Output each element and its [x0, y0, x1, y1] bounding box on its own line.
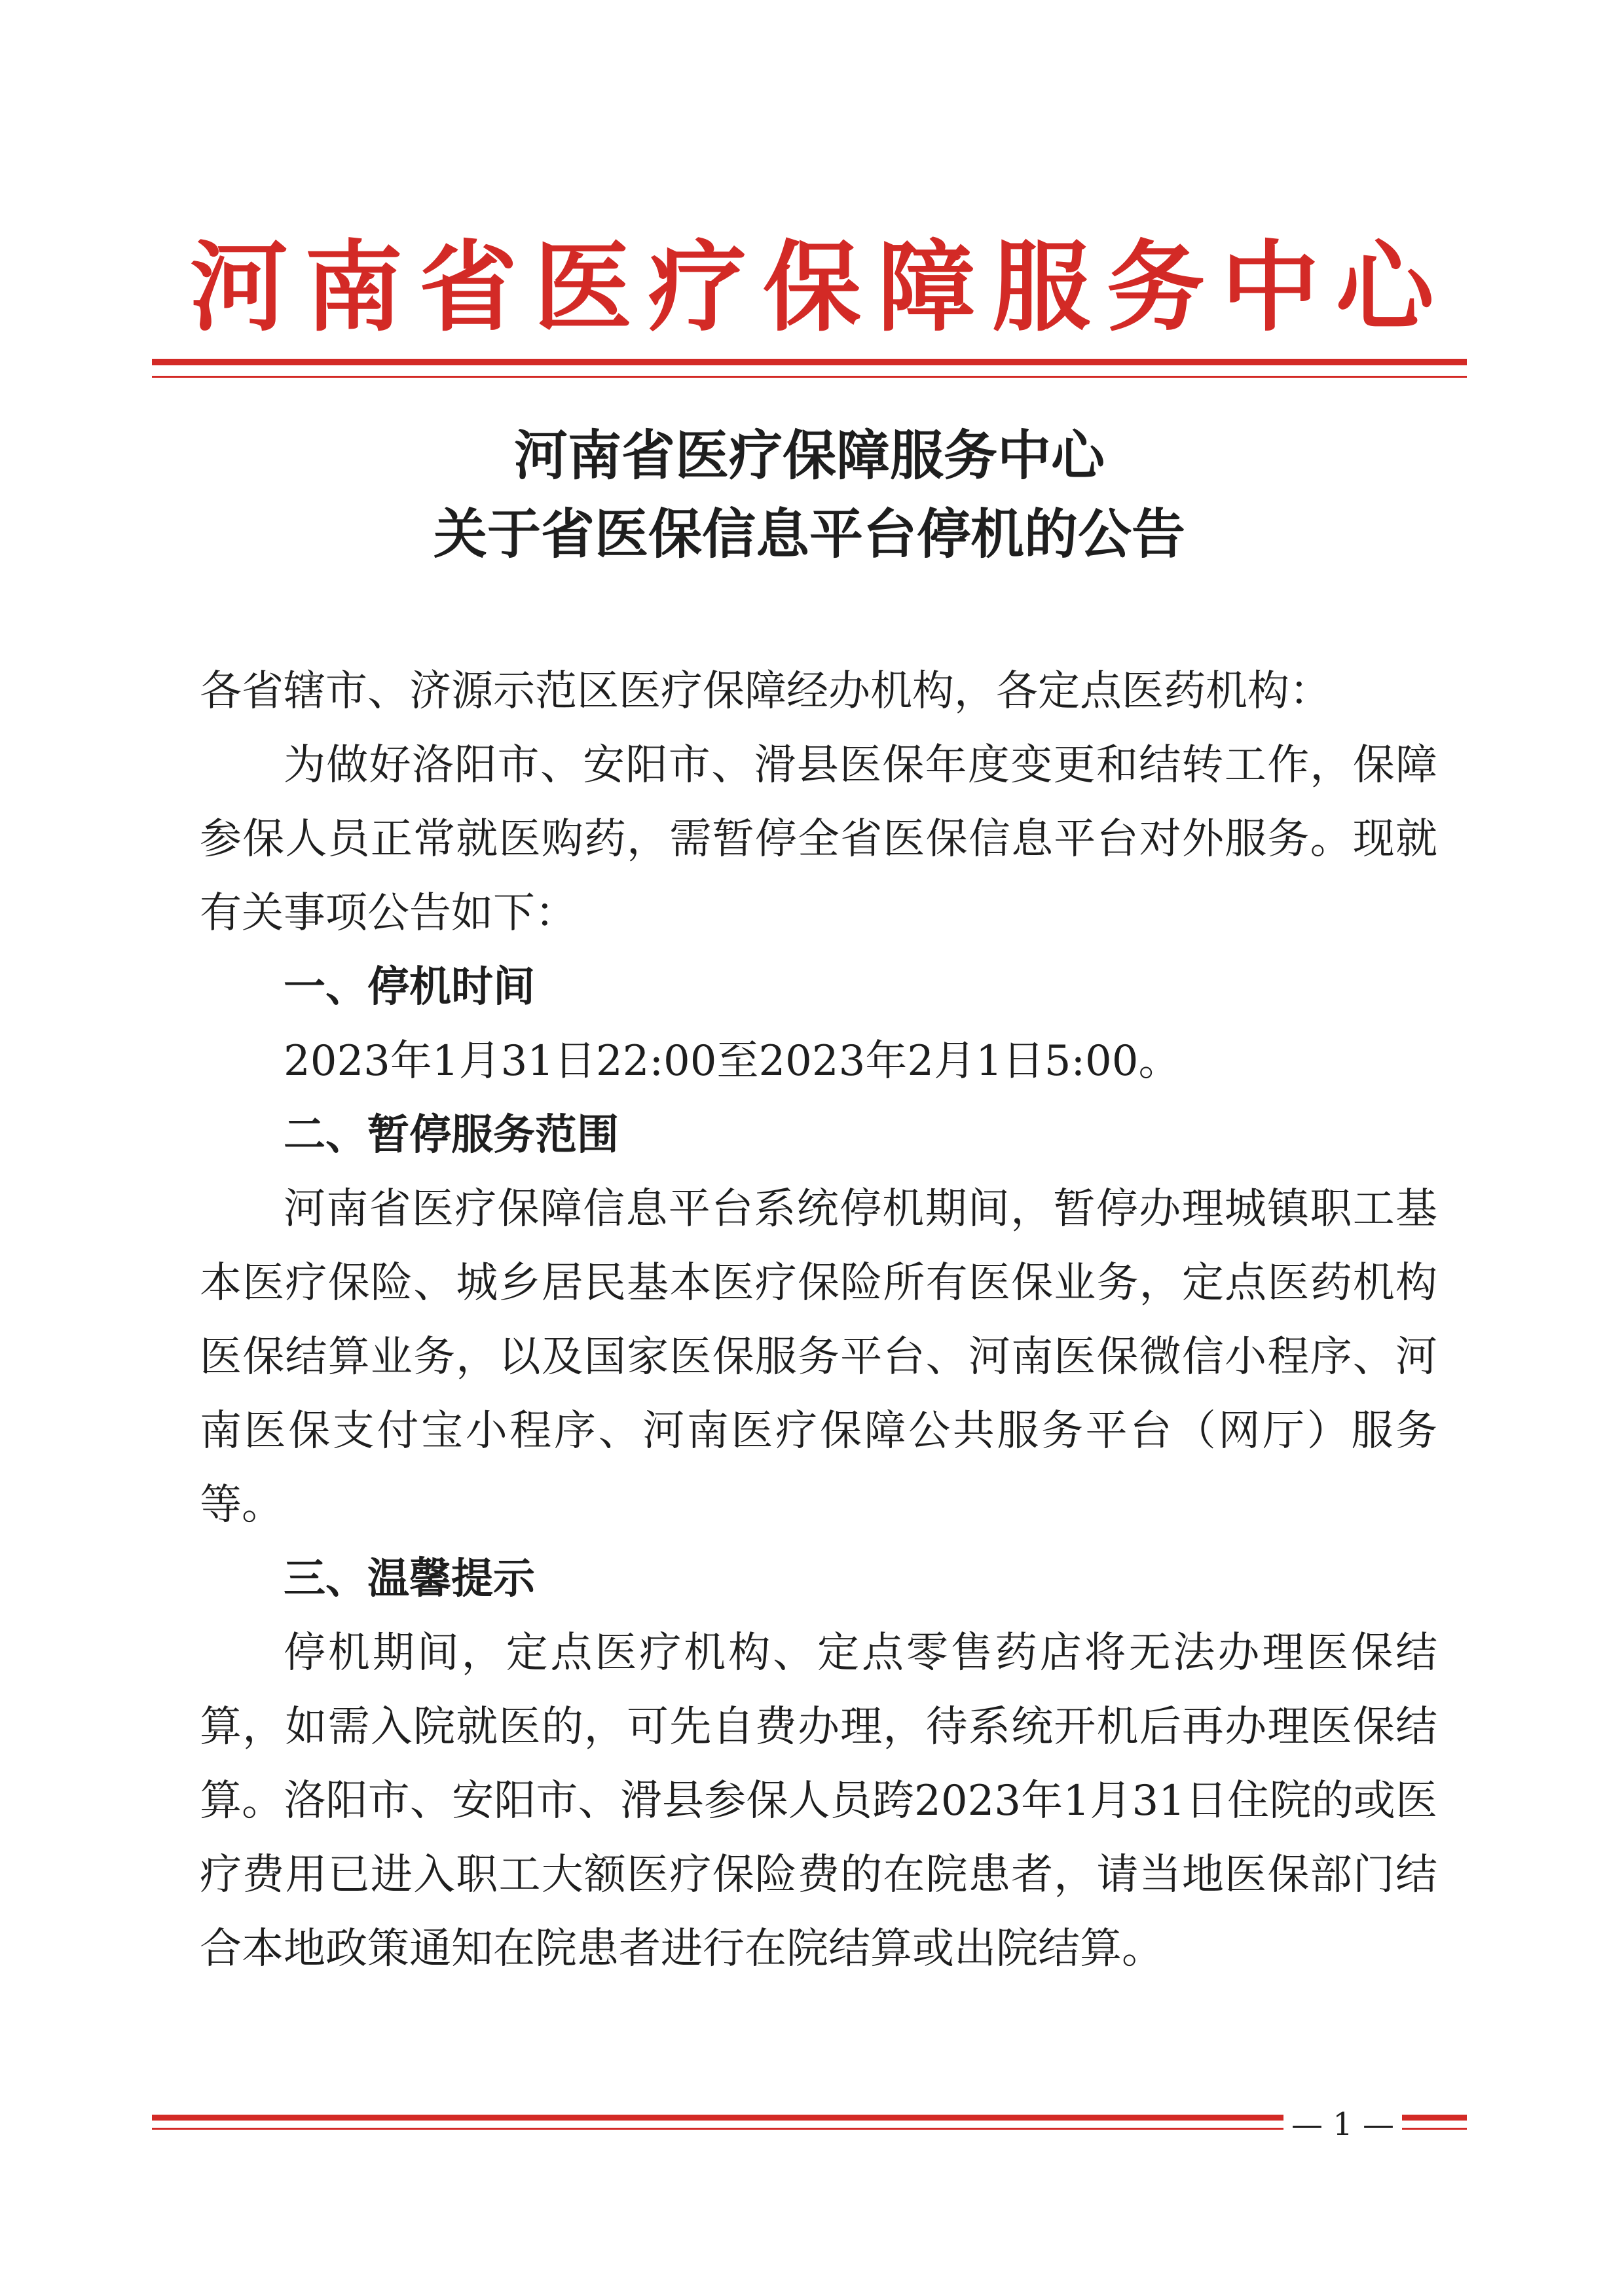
masthead-char: 保 [762, 231, 861, 345]
intro-paragraph: 为做好洛阳市、安阳市、滑县医保年度变更和结转工作，保障参保人员正常就医购药，需暂停全省医保信息平台对外服务。现就有关事项公告如下： [200, 741, 1437, 938]
document-body [200, 655, 1437, 1986]
section1-heading: 一、停机时间 [284, 963, 535, 1011]
masthead-char: 河 [190, 231, 289, 345]
masthead-char: 省 [418, 231, 517, 345]
masthead-char: 务 [1106, 231, 1205, 345]
masthead-divider-thin [152, 376, 1467, 378]
masthead-char: 心 [1335, 231, 1434, 345]
section2-paragraph: 河南省医疗保障信息平台系统停机期间，暂停办理城镇职工基本医疗保险、城乡居民基本医疗保险所有医保业务，定点医药机构医保结算业务，以及国家医保服务平台、河南医保微信小程序、河南医保支付宝小程序、河南医疗保障公共服务平台（网厅）服务等。 [200, 1185, 1437, 1529]
section1-paragraph: 2023年1月31日22:00至2023年2月1日5:00。 [284, 1037, 1181, 1085]
masthead-divider-thick [152, 359, 1467, 365]
document-title-line1: 河南省医疗保障服务中心 [513, 424, 1105, 487]
greeting: 各省辖市、济源示范区医疗保障经办机构，各定点医药机构： [200, 667, 1331, 716]
masthead-char: 中 [1221, 231, 1320, 345]
masthead-char: 医 [533, 231, 632, 345]
section3-paragraph: 停机期间，定点医疗机构、定点零售药店将无法办理医保结算，如需入院就医的，可先自费办理，待系统开机后再办理医保结算。洛阳市、安阳市、滑县参保人员跨2023年1月31日住院的或医疗费用已进入职工大额医疗保险费的在院患者，请当地医保部门结合本地政策通知在院患者进行在院结算或出院结算。 [200, 1629, 1437, 1973]
footer-divider-thin [152, 2128, 1467, 2130]
masthead-char: 南 [304, 231, 403, 345]
masthead-char: 障 [877, 231, 976, 345]
page-number: — 1 — [1283, 2105, 1402, 2144]
masthead-char: 疗 [648, 231, 747, 345]
masthead-title [190, 223, 1434, 354]
section2-heading: 二、暂停服务范围 [284, 1111, 619, 1159]
footer-divider-thick [152, 2115, 1467, 2121]
masthead-char: 服 [991, 231, 1090, 345]
section3-heading: 三、温馨提示 [284, 1555, 535, 1603]
document-title-line2: 关于省医保信息平台停机的公告 [433, 503, 1185, 566]
